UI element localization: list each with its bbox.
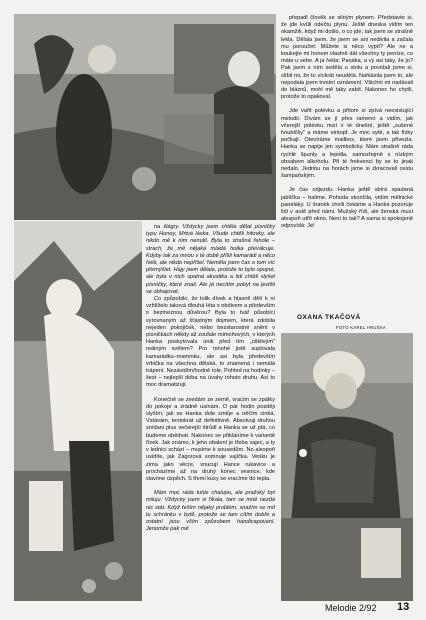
- paragraph: Co způsobilo, že tolik dívek a hlavně dětí k ní vzhlíželo taková dlouhá léta s obdivem a především s bezmeznou důvěrou? Byla to tvář působící vyrovnaným až šťastným dojmem, která zdobila nejeden pokojíček, nebo bezstarostné snění v písničkách někdy až zoufale mimoňových, v kterých Hanka poskytovala únik před tím „ošklivým" reálným světem? Pro mnohé jistě suplovala kamarádku–maminku, ale asi byla především vrbička na všechna dětská, to znamená i nemálá trápení. Nezávidím/hodně role. Pohled na hodinky – šest – nejlepší doba na úvahy tohoto druhu. Asi to moc dramatizuji.: [146, 296, 275, 389]
- photo-woman-picking-apples: [14, 14, 276, 220]
- paragraph: Mám moc ráda tuhle chalupu, ale pražský byt miluju. Vždycky jsem si říkala, tam se mně nezdá nic stát. Když řeším nějaký problém, snažím se mít tu schránku v bytě, protože se tam cítím dobře a ostatní jsou vším způsobem handicapovaní. Jenomže pak mě: [146, 490, 275, 533]
- paragraph: Konečně se zvedám ze země, vracím se zpátky do pokoje a zrádně usínám. O pár hodin později slyším, jak se Hanka dole směje a něčím cinká. Vstávám, tentokrát už definitivně. Absolvuji druhou snídani plus večerejší štrůdl a Hanka se už ptá, co budeme obědvat. Nakonec se přikláníme k variantě řízek. Jak známo, k jeho obalení je třeba vajec, a ty v lednici schází – musíme k sousedům. No alespoň uvidíte, jak Zagorová somnuje vajíčka. Venku je zima jako věcre, vnucují Hance rukavice a procházíme až na druhý konec vesnice, kde slavíme úspěch. S třemi kusy se vracíme do tepla.: [146, 396, 275, 482]
- photo-woman-with-bag: [14, 221, 142, 601]
- magazine-issue: Melodie 2/92: [325, 603, 377, 613]
- paragraph: Je čas odjezdu. Hanka ještě sbírá spadaná jablíčka – balíme. Pohoda skončila, vidím mělnické paneláky. U šranék chvíli čekáme a Hanka pozoruje lidi v autě před námi. Mužský řídí, ale ženská musí alespoň utřít okno. Není to tak? A sama si spokojeně odpovídá: Je!: [281, 187, 413, 230]
- paragraph: na šlágry. Vždycky jsem chtěla dělat písničky typu Honey, Mrtvá láska. Všude chtěli hitovky, ale nikdo mě k nim nenutil. Byla to strašná řehole – strach, že mě nějaká mladá holka převálcuje. Kdyby tak za mnou v té době přišli kamarádi a něco řekli, ale nikdo nepřišel. Neměla jsem čas o tom víc přemýšlet. Hajy jsem dělala, protože to bylo opojné, ale byla v nich spatná akustika a lidi chtěli slyšet písničky, které znali. Ale já necítím pobyt na jevišti se obhajovat.: [146, 224, 275, 295]
- photo-woman-smoking: [281, 333, 413, 601]
- paragraph: Jde vařit polévku a přitom si zpívá neexistující melodii. Dívám se jí přes rameno a vidím, jak včerejší polévku mizí v té dnešní, ještě „sušené houbičky" a máme eintopf. Je moc syté, a tak fízky počkají. Otevíráme mailbox, které jsem přivezla. Hanka se napije jen symbolicky. Mám strašně ráda rychlé špunty a lepidla, samozřejmě s nízkým obsahem alkoholu. Při té frekvenci by se to jinak nedalo. Jednou na horách jsme si zkracovali cestu šampaňským.: [281, 108, 413, 180]
- article-column-middle: [146, 224, 275, 533]
- article-column-right-top: [281, 15, 413, 231]
- photo-credit: FOTO KAREL HRUŠKA: [336, 325, 387, 330]
- author-byline: OXANA TKAČOVÁ: [297, 314, 361, 321]
- page-number: 13: [397, 601, 410, 613]
- paragraph: přepadl člověk se silným plynem. Představte si, že jde kvůli odečtu plynu. Ještě dneska vidím ten okamžik, když mi došlo, o co jde, tak jsem se strašně lekla. Dělala jsem, že jsem se ani nedivila a začala mu poroučet: Můžete si něco vypít? Ale ne a koukejte mi honem vlastně dát všechny ty peníze, co máte u sebe. A ja řekla: Panáka, a vy asi taky, že jo? Pak jsem s ním seděla u stolu a povídali jsme si, slíbil mi, že to víckrát neudělá. Nahlásila jsem to, ale nepodala jsem trestní oznámení. Všichni mi nadávali do bláznů, mohl mě taky zabít. Nakonec ho chytli, protože to opakoval.: [281, 15, 413, 101]
